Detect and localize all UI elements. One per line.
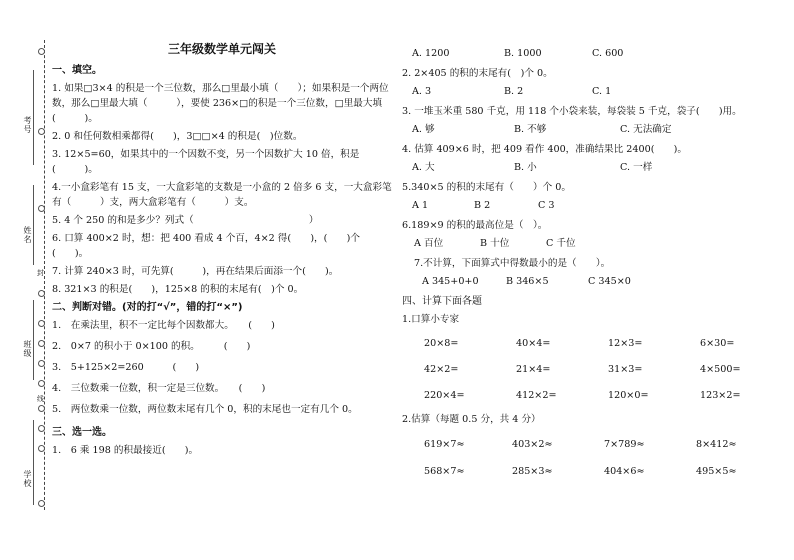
option-a: A 1 — [412, 200, 429, 211]
option-a: A. 1200 — [412, 48, 450, 59]
option-c: C 3 — [538, 200, 555, 211]
binding-hole — [38, 360, 45, 367]
option-c: C. 600 — [592, 48, 624, 59]
option-c: C 千位 — [546, 238, 576, 249]
exam-number-label: 考号 — [23, 116, 32, 134]
binding-hole — [38, 445, 45, 452]
choice-options — [414, 236, 782, 251]
option-c: C. 1 — [592, 86, 612, 97]
choice-options — [422, 274, 782, 289]
mental-math-item: 21×4= — [516, 364, 551, 375]
binding-hole — [38, 320, 45, 327]
estimate-item: 568×7≈ — [424, 466, 465, 477]
mental-math-item: 123×2= — [700, 390, 741, 401]
binding-hole — [38, 405, 45, 412]
option-a: A. 3 — [412, 86, 432, 97]
binding-hole — [38, 290, 45, 297]
true-false-item: 1. 在乘法里，积不一定比每个因数都大。 ( ) — [52, 320, 275, 331]
option-c: C. 无法确定 — [620, 124, 672, 135]
binding-dashed-line — [44, 40, 45, 510]
choice-question: 4. 估算 409×6 时，把 409 看作 400，准确结果比 2400( )。 — [402, 144, 687, 155]
estimate-item: 404×6≈ — [604, 466, 645, 477]
binding-hole — [38, 500, 45, 507]
mental-math-item: 6×30= — [700, 338, 735, 349]
estimate-item: 8×412≈ — [696, 439, 737, 450]
mental-math-item: 4×500= — [700, 364, 741, 375]
option-a: A 345+0+0 — [422, 276, 479, 287]
estimate-item: 403×2≈ — [512, 439, 553, 450]
section2-heading: 二、判断对错。(对的打“√”，错的打“×”) — [52, 302, 243, 313]
option-c: C 345×0 — [588, 276, 631, 287]
mental-math-item: 42×2= — [424, 364, 459, 375]
school-blank — [33, 420, 34, 505]
choice-question: 3. 一堆玉米重 580 千克，用 118 个小袋来装，每袋装 5 千克，袋子( )用。 — [402, 106, 742, 117]
fill-blank-item: 2. 0 和任何数相乘都得( )，3□□×4 的积是( )位数。 — [52, 131, 303, 142]
mental-math-grid — [424, 336, 782, 403]
option-a: A. 够 — [412, 124, 435, 135]
mental-math-item: 120×0= — [608, 390, 649, 401]
mental-math-item: 20×8= — [424, 338, 459, 349]
mental-math-item: 40×4= — [516, 338, 551, 349]
option-b: B 346×5 — [506, 276, 549, 287]
option-b: B 十位 — [480, 238, 510, 249]
fill-blank-item: 3. 12×5=60，如果其中的一个因数不变，另一个因数扩大 10 倍，积是( )。 — [52, 149, 360, 175]
binding-hole — [38, 128, 45, 135]
estimate-heading: 2.估算（每题 0.5 分，共 4 分） — [402, 414, 541, 425]
page-title: 三年级数学单元闯关 — [167, 42, 276, 56]
true-false-item: 2. 0×7 的积小于 0×100 的积。 ( ) — [52, 341, 251, 352]
section3-heading: 三、选一选。 — [52, 427, 112, 438]
choice-question: 7.不计算，下面算式中得数最小的是（ ）。 — [414, 258, 611, 269]
binding-hole — [38, 425, 45, 432]
fill-blank-item: 5. 4 个 250 的和是多少？列式（ ） — [52, 215, 319, 226]
choice-options — [412, 84, 782, 99]
fill-blank-item: 6. 口算 400×2 时，想：把 400 看成 4 个百，4×2 得( )，( )个( )。 — [52, 233, 360, 259]
estimate-item: 495×5≈ — [696, 466, 737, 477]
name-blank — [33, 185, 34, 265]
binding-hole — [38, 205, 45, 212]
option-b: B. 2 — [504, 86, 524, 97]
choice-options — [412, 122, 782, 137]
school-label: 学校 — [23, 470, 32, 488]
fill-blank-item: 4.一小盒彩笔有 15 支，一大盒彩笔的支数是一小盒的 2 倍多 6 支，一大盒彩笔有（ ）支，两大盒彩笔有（ ）支。 — [52, 182, 392, 208]
option-c: C. 一样 — [620, 162, 653, 173]
option-b: B. 1000 — [504, 48, 542, 59]
binding-hole — [38, 340, 45, 347]
choice-question: 6.189×9 的积的最高位是（ ）。 — [402, 220, 548, 231]
binding-hole — [38, 48, 45, 55]
mental-math-item: 31×3= — [608, 364, 643, 375]
true-false-item: 5. 两位数乘一位数，两位数末尾有几个 0，积的末尾也一定有几个 0。 — [52, 404, 358, 415]
section1-heading: 一、填空。 — [52, 65, 102, 76]
choice-question: 1. 6 乘 198 的积最接近( )。 — [52, 445, 199, 456]
estimate-grid — [424, 437, 782, 479]
exam-number-blank — [33, 70, 34, 165]
choice-options — [412, 198, 782, 213]
mental-math-item: 412×2= — [516, 390, 557, 401]
option-b: B. 不够 — [514, 124, 547, 135]
true-false-item: 4. 三位数乘一位数，积一定是三位数。 ( ) — [52, 383, 266, 394]
mental-math-heading: 1.口算小专家 — [402, 314, 460, 325]
section4-heading: 四、计算下面各题 — [402, 296, 482, 307]
option-a: A. 大 — [412, 162, 435, 173]
choice-question: 2. 2×405 的积的末尾有( )个 0。 — [402, 68, 553, 79]
estimate-item: 7×789≈ — [604, 439, 645, 450]
fill-blank-item: 7. 计算 240×3 时，可先算( )，再在结果后面添一个( )。 — [52, 266, 339, 277]
mental-math-item: 12×3= — [608, 338, 643, 349]
fill-blank-item: 1. 如果□3×4 的积是一个三位数，那么□里最小填（ ）；如果积是一个两位数，那么□里最大填（ ），要使 236×□的积是一个三位数，□里最大填( )。 — [52, 83, 389, 124]
class-label: 班级 — [23, 340, 32, 358]
option-a: A 百位 — [414, 238, 444, 249]
choice-options — [412, 46, 782, 61]
name-label: 姓名 — [23, 226, 32, 244]
binding-hole — [38, 380, 45, 387]
estimate-item: 619×7≈ — [424, 439, 465, 450]
choice-options — [412, 160, 782, 175]
right-column — [402, 42, 782, 479]
option-b: B. 小 — [514, 162, 537, 173]
seal-char: 封 — [37, 269, 44, 277]
option-b: B 2 — [474, 200, 491, 211]
left-column — [52, 42, 392, 461]
choice-question: 5.340×5 的积的末尾有（ ）个 0。 — [402, 182, 571, 193]
estimate-item: 285×3≈ — [512, 466, 553, 477]
mental-math-item: 220×4= — [424, 390, 465, 401]
class-blank — [33, 300, 34, 380]
true-false-item: 3. 5+125×2=260 ( ) — [52, 362, 200, 373]
fill-blank-item: 8. 321×3 的积是( )，125×8 的积的末尾有( )个 0。 — [52, 284, 304, 295]
line-char: 线 — [37, 395, 44, 403]
